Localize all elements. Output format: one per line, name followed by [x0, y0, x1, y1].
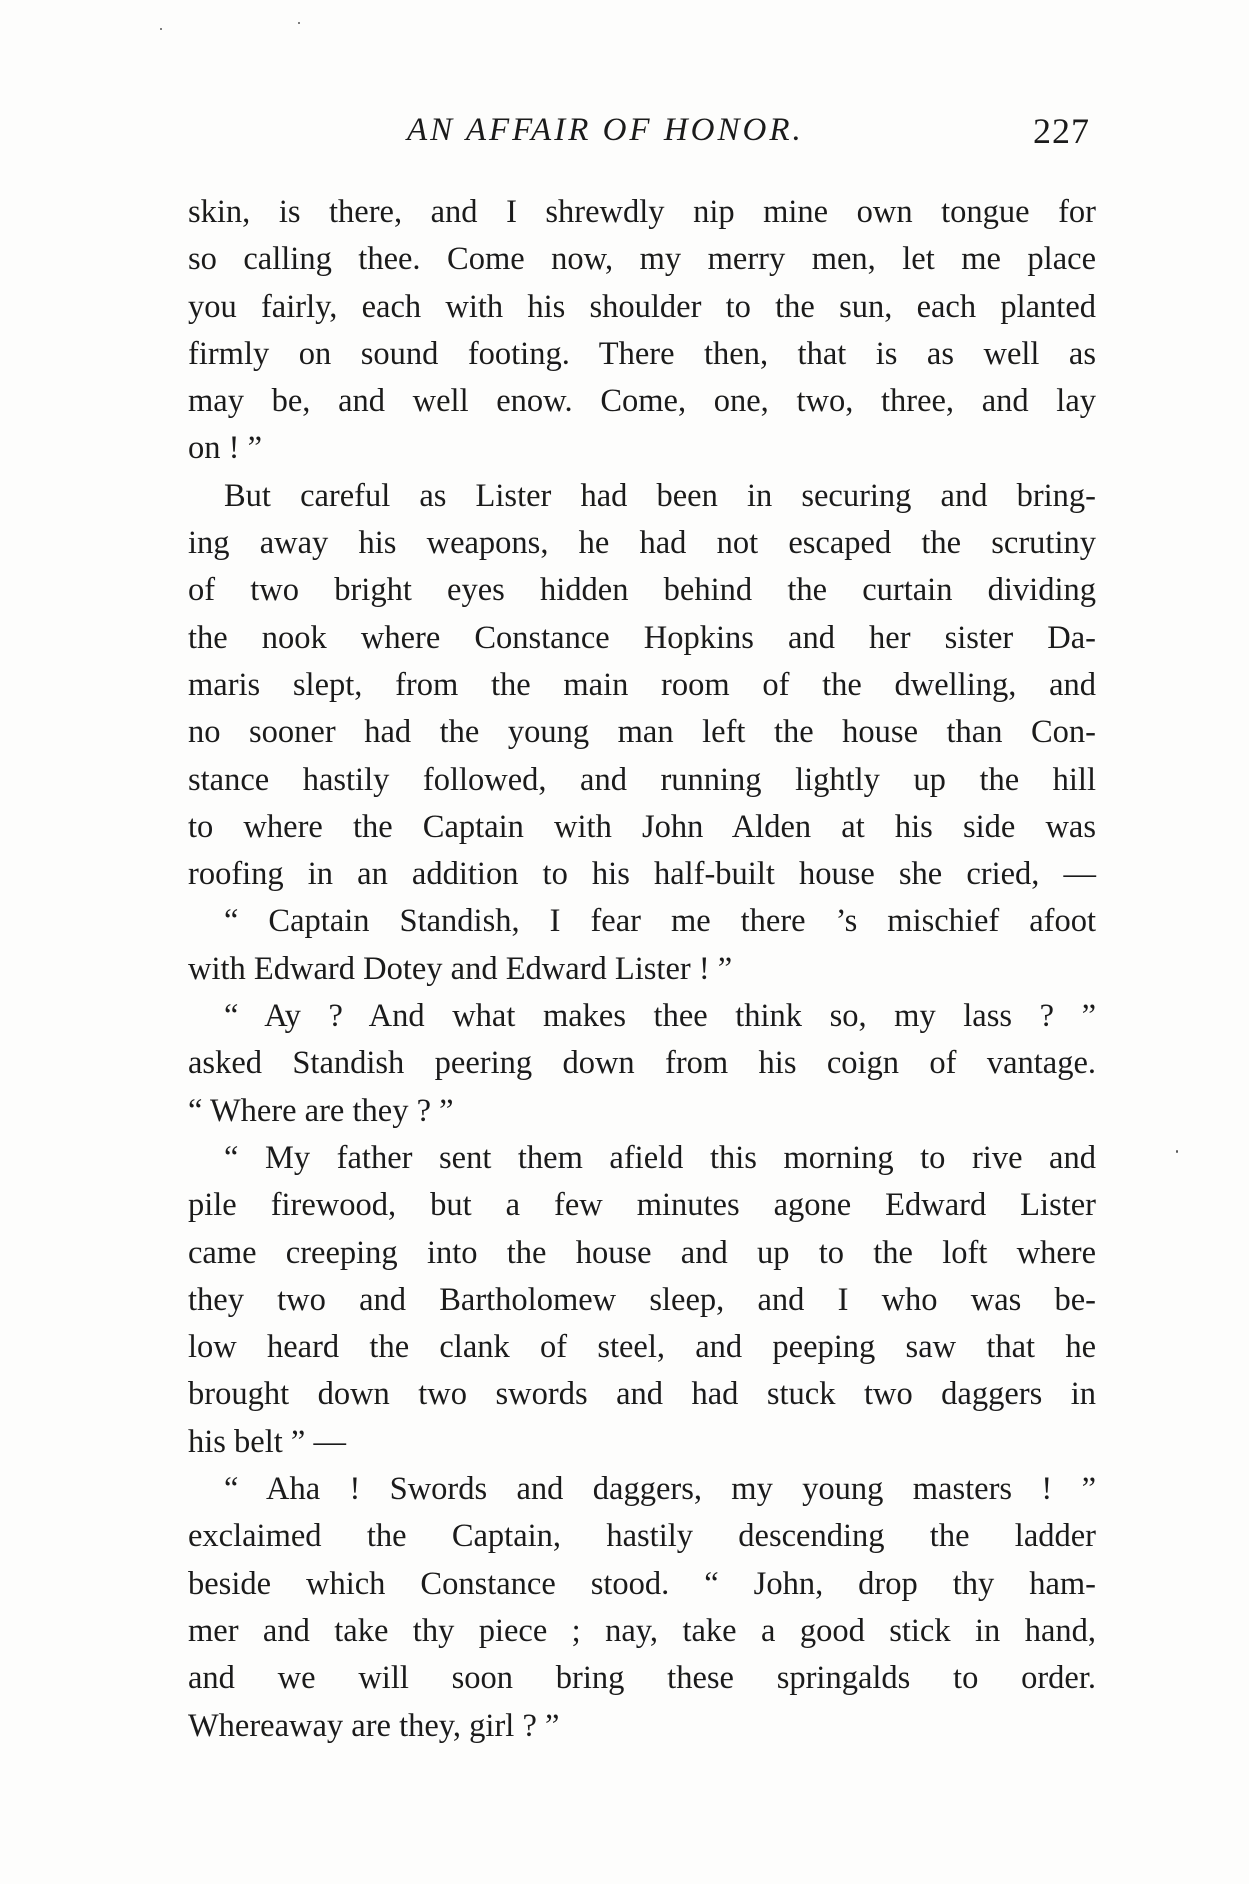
text-line: “ Ay ? And what makes thee think so, my lass ? ” — [224, 998, 1096, 1035]
text-line: the nook where Constance Hopkins and her sister Da- — [188, 619, 1096, 656]
text-line: Whereaway are they, girl ? ” — [188, 1707, 560, 1744]
page-number: 227 — [1033, 111, 1090, 151]
text-line: his belt ” — — [188, 1423, 346, 1460]
text-line: you fairly, each with his shoulder to the sun, each planted — [188, 288, 1096, 325]
text-line: beside which Constance stood. “ John, drop thy ham- — [188, 1565, 1096, 1602]
text-line: mer and take thy piece ; nay, take a good stick in hand, — [188, 1612, 1096, 1649]
text-line: came creeping into the house and up to the loft where — [188, 1234, 1096, 1271]
text-line: “ Captain Standish, I fear me there ’s mischief afoot — [224, 903, 1096, 940]
print-speck — [298, 22, 300, 24]
text-line: no sooner had the young man left the house than Con- — [188, 714, 1096, 751]
text-line: so calling thee. Come now, my merry men, let me place — [188, 241, 1096, 278]
text-line: firmly on sound footing. There then, that is as well as — [188, 335, 1096, 372]
text-line: “ My father sent them afield this morning to rive and — [224, 1139, 1096, 1176]
print-speck — [1176, 1150, 1178, 1153]
text-line: “ Where are they ? ” — [188, 1092, 454, 1129]
text-line: and we will soon bring these springalds to order. — [188, 1660, 1096, 1697]
running-head — [185, 112, 1090, 160]
text-line: of two bright eyes hidden behind the curtain dividing — [188, 572, 1096, 609]
text-line: asked Standish peering down from his coign of vantage. — [188, 1045, 1096, 1082]
text-line: “ Aha ! Swords and daggers, my young masters ! ” — [224, 1471, 1096, 1508]
text-line: low heard the clank of steel, and peeping saw that he — [188, 1329, 1096, 1366]
text-line: ing away his weapons, he had not escaped the scrutiny — [188, 525, 1096, 562]
text-line: exclaimed the Captain, hastily descending the ladder — [188, 1518, 1096, 1555]
text-line: pile firewood, but a few minutes agone Edward Lister — [188, 1187, 1096, 1224]
text-line: may be, and well enow. Come, one, two, three, and lay — [188, 383, 1096, 420]
text-line: skin, is there, and I shrewdly nip mine own tongue for — [188, 194, 1096, 230]
text-line: But careful as Lister had been in securing and bring- — [224, 477, 1096, 514]
text-line: brought down two swords and had stuck two daggers in — [188, 1376, 1096, 1413]
text-line: on ! ” — [188, 430, 262, 467]
text-line: they two and Bartholomew sleep, and I who was be- — [188, 1281, 1096, 1318]
text-line: to where the Captain with John Alden at his side was — [188, 808, 1096, 845]
body-text — [188, 189, 1096, 1750]
print-speck — [160, 28, 162, 30]
text-line: maris slept, from the main room of the dwelling, and — [188, 666, 1096, 703]
text-line: stance hastily followed, and running lightly up the hill — [188, 761, 1096, 798]
text-line: roofing in an addition to his half-built house she cried, — — [188, 856, 1096, 893]
text-line: with Edward Dotey and Edward Lister ! ” — [188, 950, 733, 987]
running-title: AN AFFAIR OF HONOR. — [407, 112, 804, 148]
